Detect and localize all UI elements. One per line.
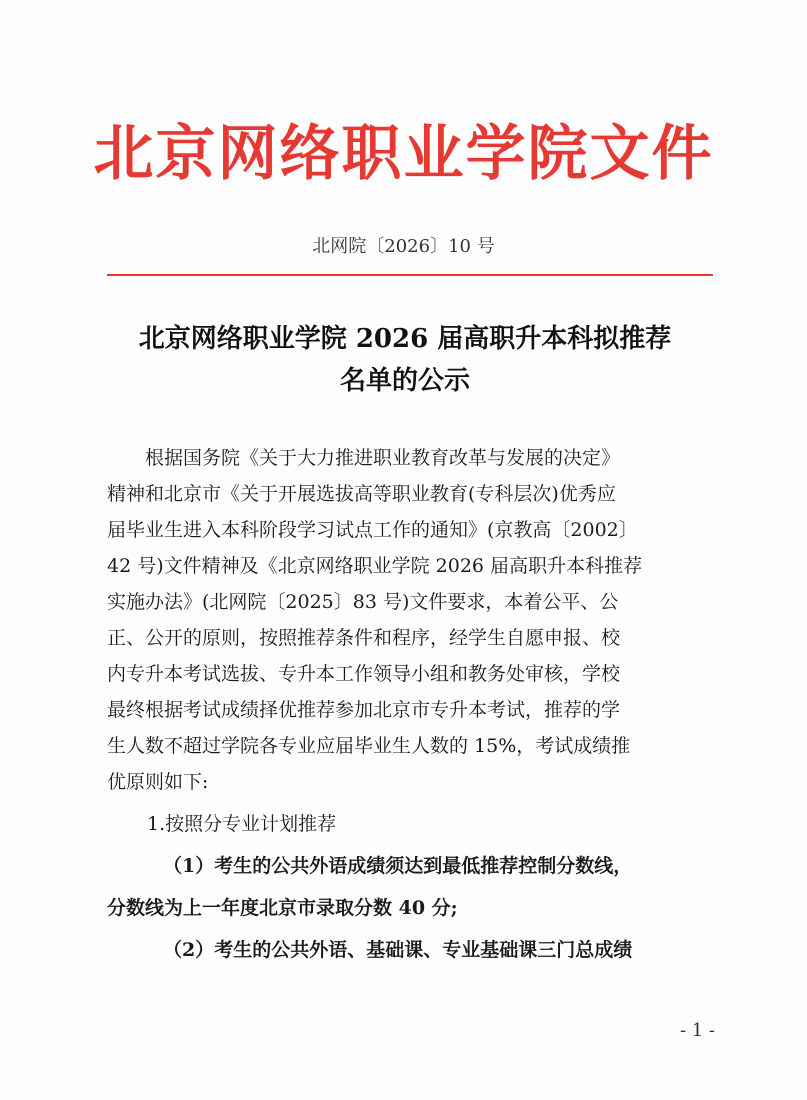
document-title <box>90 318 720 402</box>
body-paragraph <box>107 440 717 800</box>
paragraph-line: 优原则如下: <box>107 771 209 793</box>
page-number: - 1 - <box>679 1020 715 1041</box>
paragraph-line: 实施办法》(北网院〔2025〕83 号)文件要求，本着公平、公 <box>107 591 619 613</box>
item-1-line-2: 分数线为上一年度北京市录取分数 40 分; <box>107 897 458 919</box>
paragraph-line: 生人数不超过学院各专业应届毕业生人数的 15%，考试成绩推 <box>107 735 631 757</box>
section-heading-1: 1.按照分专业计划推荐 <box>147 813 337 835</box>
paragraph-line: 42 号)文件精神及《北京网络职业学院 2026 届高职升本科推荐 <box>107 555 643 577</box>
paragraph-line: 届毕业生进入本科阶段学习试点工作的通知》(京教高〔2002〕 <box>107 519 638 541</box>
issuer-header: 北京网络职业学院文件 <box>93 119 714 189</box>
paragraph-line: 精神和北京市《关于开展选拔高等职业教育(专科层次)优秀应 <box>107 483 616 505</box>
paragraph-line: 根据国务院《关于大力推进职业教育改革与发展的决定》 <box>145 447 621 469</box>
title-line-1: 北京网络职业学院 2026 届高职升本科拟推荐 <box>138 324 672 354</box>
paragraph-line: 正、公开的原则，按照推荐条件和程序，经学生自愿申报、校 <box>107 627 621 649</box>
document-number: 北网院〔2026〕10 号 <box>312 236 495 257</box>
paragraph-line: 最终根据考试成绩择优推荐参加北京市专升本考试，推荐的学 <box>107 699 621 721</box>
paragraph-line: 内专升本考试选拔、专升本工作领导小组和教务处审核，学校 <box>107 663 621 685</box>
item-1-line-1: （1）考生的公共外语成绩须达到最低推荐控制分数线， <box>163 855 633 877</box>
red-divider-line <box>107 274 713 276</box>
document-body <box>107 440 717 968</box>
title-line-2: 名单的公示 <box>339 366 470 396</box>
item-2-line-1: （2）考生的公共外语、基础课、专业基础课三门总成绩 <box>163 939 633 961</box>
